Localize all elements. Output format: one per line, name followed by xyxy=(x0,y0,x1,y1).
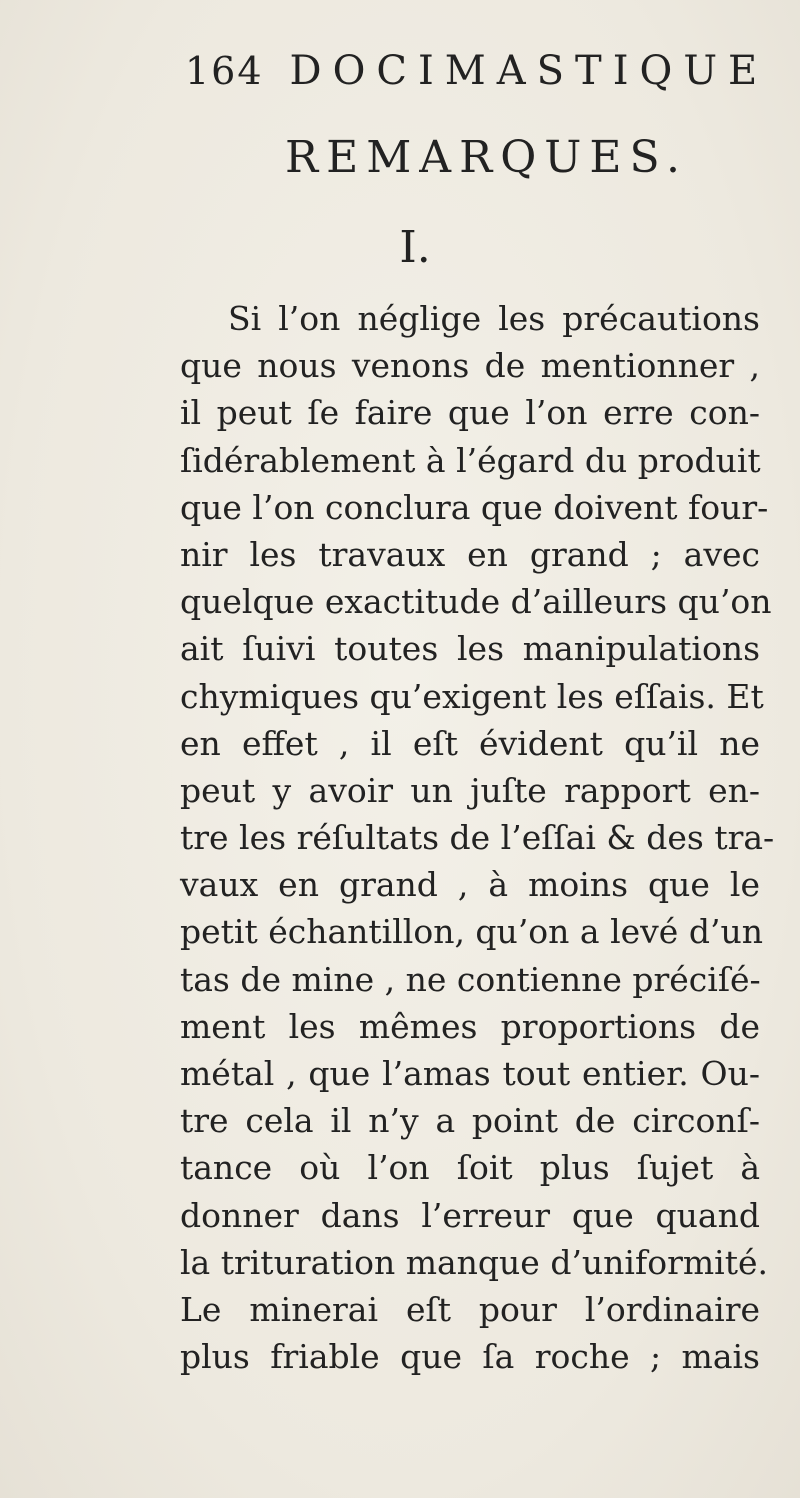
page-header xyxy=(185,48,768,94)
text-line: en effet , il eſt évident qu’il ne xyxy=(180,723,760,763)
text-line: quelque exactitude d’ailleurs qu’on xyxy=(180,582,772,622)
text-line: Le minerai eſt pour l’ordinaire xyxy=(180,1289,760,1329)
text-line: nir les travaux en grand ; avec xyxy=(180,534,760,574)
text-line: plus friable que ſa roche ; mais xyxy=(180,1337,760,1377)
running-title: DOCIMASTIQUE xyxy=(289,48,769,94)
text-line: peut y avoir un juſte rapport en- xyxy=(180,770,760,810)
text-line: donner dans l’erreur que quand xyxy=(180,1195,760,1235)
text-line: que nous venons de mentionner , xyxy=(180,346,760,386)
section-numeral: I. xyxy=(399,222,431,273)
text-line: tre cela il n’y a point de circonſ- xyxy=(180,1101,760,1141)
text-line: ſidérablement à l’égard du produit xyxy=(180,440,761,480)
text-line: tas de mine , ne contienne préciſé- xyxy=(180,959,761,999)
text-line: tre les réſultats de l’eſſai & des tra- xyxy=(180,818,775,858)
text-line: vaux en grand , à moins que le xyxy=(180,865,760,905)
text-line: métal , que l’amas tout entier. Ou- xyxy=(180,1054,760,1093)
page-number: 164 xyxy=(185,49,264,93)
text-line: il peut ſe faire que l’on erre con- xyxy=(180,393,760,433)
text-line: ment les mêmes proportions de xyxy=(180,1006,760,1046)
text-line: chymiques qu’exigent les eſſais. Et xyxy=(180,676,764,716)
body-paragraph xyxy=(180,295,775,1380)
text-line: petit échantillon, qu’on a levé d’un xyxy=(180,912,763,952)
text-line: la trituration manque d’uniformité. xyxy=(180,1242,768,1282)
text-line: ait ſuivi toutes les manipulations xyxy=(180,629,760,669)
section-title: REMARQUES. xyxy=(285,132,689,183)
text-line: Si l’on néglige les précautions xyxy=(228,299,760,338)
text-line: tance où l’on ſoit plus ſujet à xyxy=(180,1148,760,1188)
text-line: que l’on conclura que doivent four- xyxy=(180,487,769,527)
